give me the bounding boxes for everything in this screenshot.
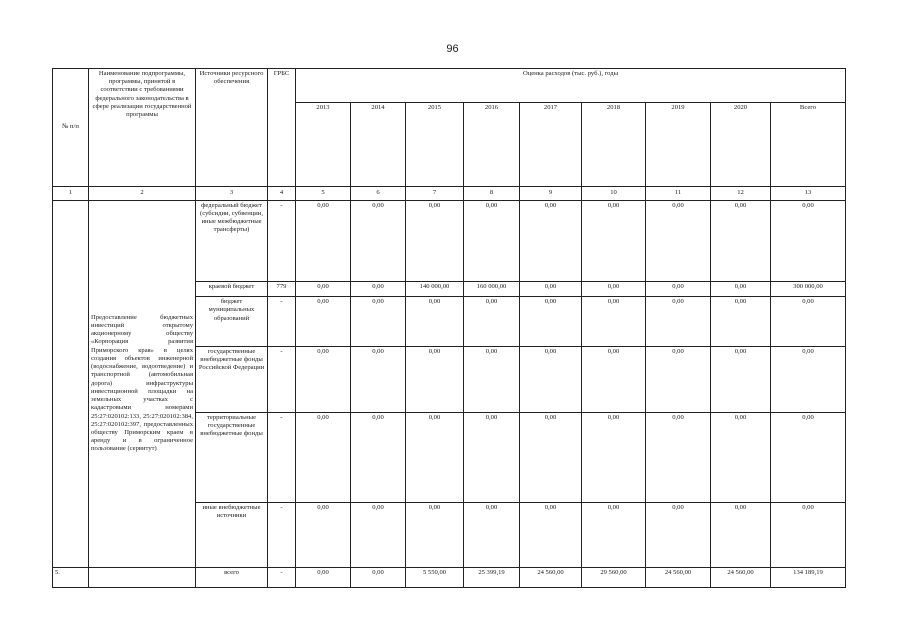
header-year: 2017 (520, 103, 582, 186)
column-number: 11 (646, 186, 711, 200)
value-cell: 0,00 (351, 567, 406, 587)
value-cell: 0,00 (582, 412, 646, 502)
value-cell: 0,00 (646, 200, 711, 281)
value-cell: 0,00 (520, 297, 582, 347)
source-cell: всего (196, 567, 268, 587)
value-cell: 0,00 (351, 502, 406, 567)
grbs-cell: 779 (268, 281, 296, 296)
value-cell: 24 560,00 (711, 567, 771, 587)
value-cell: 140 000,00 (406, 281, 464, 296)
grbs-cell: - (268, 502, 296, 567)
value-cell: 0,00 (296, 297, 351, 347)
grbs-cell: - (268, 297, 296, 347)
value-cell: 0,00 (464, 200, 520, 281)
source-cell: территориальные государственные внебюджетные фонды (196, 412, 268, 502)
column-number: 12 (711, 186, 771, 200)
total-cell: 0,00 (771, 412, 846, 502)
value-cell: 0,00 (296, 281, 351, 296)
column-number: 3 (196, 186, 268, 200)
grbs-cell: - (268, 567, 296, 587)
row-number (53, 200, 89, 567)
header-no: № п/п (53, 69, 89, 187)
source-cell: иные внебюджетные источники (196, 502, 268, 567)
source-cell: бюджет муниципальных образований (196, 297, 268, 347)
value-cell: 25 399,19 (464, 567, 520, 587)
value-cell: 0,00 (582, 200, 646, 281)
column-number: 9 (520, 186, 582, 200)
value-cell: 0,00 (351, 281, 406, 296)
total-cell: 134 189,19 (771, 567, 846, 587)
total-cell: 300 000,00 (771, 281, 846, 296)
header-year: 2014 (351, 103, 406, 186)
grbs-cell: - (268, 346, 296, 412)
value-cell: 0,00 (520, 200, 582, 281)
program-name: Предоставление бюджетных инвестиций открытому акционерному обществу «Корпорация развития Приморского края» в целях создания объектов инженерной (водоснабжение, водоотведение) и транспортной (автомобильная дорога) инфраструктуры инвестиционной площадки на земельных участках с кадастровыми номерами 25:27:020102:133, 25:27:020102:384, 25:27:020102:397, предоставленных обществу Приморским краем в аренду и в ограниченное пользование (сервитут) (89, 200, 196, 567)
page-number: 96 (446, 43, 459, 55)
header-name: Наименование подпрограммы, программы, принятой в соответствии с требованиями федерального законодательства в сфере реализации государственной программы (89, 69, 196, 187)
value-cell: 0,00 (296, 200, 351, 281)
total-cell: 0,00 (771, 200, 846, 281)
value-cell: 0,00 (646, 412, 711, 502)
value-cell: 0,00 (406, 412, 464, 502)
total-cell: 0,00 (771, 346, 846, 412)
value-cell: 0,00 (711, 281, 771, 296)
column-number: 4 (268, 186, 296, 200)
column-number: 8 (464, 186, 520, 200)
value-cell: 0,00 (464, 412, 520, 502)
value-cell: 29 560,00 (582, 567, 646, 587)
value-cell: 24 560,00 (646, 567, 711, 587)
value-cell: 24 560,00 (520, 567, 582, 587)
value-cell: 0,00 (296, 412, 351, 502)
header-year: 2016 (464, 103, 520, 186)
value-cell: 0,00 (464, 346, 520, 412)
value-cell: 0,00 (711, 297, 771, 347)
value-cell: 0,00 (711, 346, 771, 412)
value-cell: 0,00 (406, 502, 464, 567)
value-cell: 0,00 (351, 200, 406, 281)
total-cell: 0,00 (771, 502, 846, 567)
value-cell: 0,00 (464, 297, 520, 347)
value-cell: 0,00 (464, 502, 520, 567)
column-number: 7 (406, 186, 464, 200)
header-year: 2019 (646, 103, 711, 186)
header-estimate: Оценка расходов (тыс. руб.), годы (296, 69, 846, 103)
value-cell: 0,00 (646, 502, 711, 567)
value-cell: 160 000,00 (464, 281, 520, 296)
value-cell: 0,00 (351, 297, 406, 347)
column-number: 10 (582, 186, 646, 200)
row-number: 5. (53, 567, 89, 587)
column-number: 1 (53, 186, 89, 200)
column-number: 6 (351, 186, 406, 200)
value-cell: 0,00 (646, 346, 711, 412)
table-row (53, 567, 846, 587)
grbs-cell: - (268, 200, 296, 281)
column-number-row (53, 186, 846, 200)
header-year: 2018 (582, 103, 646, 186)
value-cell: 0,00 (520, 412, 582, 502)
value-cell: 0,00 (582, 281, 646, 296)
column-number: 13 (771, 186, 846, 200)
value-cell: 0,00 (582, 297, 646, 347)
value-cell: 0,00 (646, 297, 711, 347)
expenditure-table (52, 68, 846, 588)
value-cell: 0,00 (351, 346, 406, 412)
header-grbs: ГРБС (268, 69, 296, 187)
header-source: Источники ресурсного обеспечения (196, 69, 268, 187)
value-cell: 0,00 (520, 281, 582, 296)
source-cell: краевой бюджет (196, 281, 268, 296)
value-cell: 0,00 (351, 412, 406, 502)
value-cell: 0,00 (296, 502, 351, 567)
grbs-cell: - (268, 412, 296, 502)
source-cell: федеральный бюджет (субсидии, субвенции, иные межбюджетные трансферты) (196, 200, 268, 281)
column-number: 5 (296, 186, 351, 200)
value-cell: 0,00 (520, 346, 582, 412)
value-cell: 0,00 (582, 502, 646, 567)
total-cell: 0,00 (771, 297, 846, 347)
value-cell: 0,00 (520, 502, 582, 567)
value-cell: 0,00 (711, 502, 771, 567)
value-cell: 0,00 (296, 567, 351, 587)
value-cell: 0,00 (406, 346, 464, 412)
value-cell: 0,00 (711, 412, 771, 502)
source-cell: государственные внебюджетные фонды Российской Федерации (196, 346, 268, 412)
program-name (89, 567, 196, 587)
header-year: 2015 (406, 103, 464, 186)
value-cell: 0,00 (711, 200, 771, 281)
value-cell: 0,00 (406, 297, 464, 347)
header-year: 2013 (296, 103, 351, 186)
value-cell: 0,00 (406, 200, 464, 281)
header-total: Всего (771, 103, 846, 186)
header-year: 2020 (711, 103, 771, 186)
value-cell: 0,00 (646, 281, 711, 296)
value-cell: 5 550,00 (406, 567, 464, 587)
column-number: 2 (89, 186, 196, 200)
table-row (53, 200, 846, 281)
value-cell: 0,00 (296, 346, 351, 412)
value-cell: 0,00 (582, 346, 646, 412)
